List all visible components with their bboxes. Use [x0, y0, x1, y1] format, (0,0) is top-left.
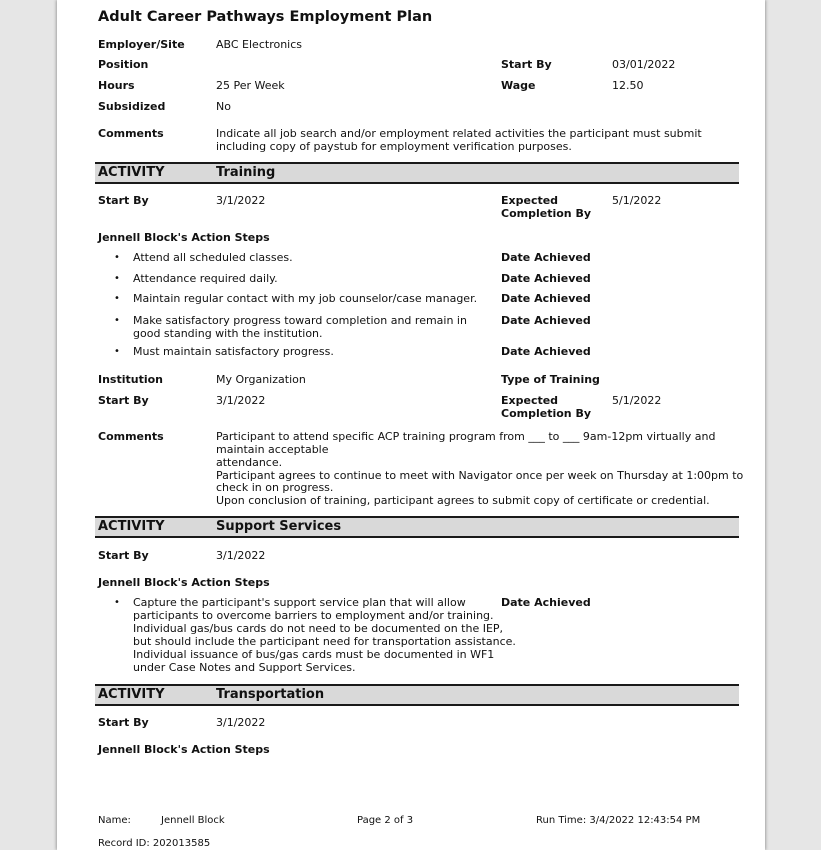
date-achieved-label: Date Achieved: [501, 292, 591, 305]
subsidized-value: No: [216, 100, 231, 113]
step-line: participants to overcome barriers to employment and/or training.: [133, 609, 494, 622]
step-line: Capture the participant's support service plan that will allow: [133, 596, 466, 609]
date-achieved-label: Date Achieved: [501, 345, 591, 358]
wage-value: 12.50: [612, 79, 644, 92]
step-text: Must maintain satisfactory progress.: [133, 345, 334, 358]
institution-value: My Organization: [216, 373, 306, 386]
step-text: Make satisfactory progress toward completion and remain in good standing with the institution.: [133, 314, 467, 340]
employer-label: Employer/Site: [98, 38, 185, 51]
footer-name-value: Jennell Block: [161, 815, 225, 826]
comment-line: attendance.: [216, 456, 283, 469]
start-by-label: Start By: [98, 716, 149, 729]
employer-value: ABC Electronics: [216, 38, 303, 51]
expected-value: 5/1/2022: [612, 194, 662, 207]
activity-bar-support-services: [95, 516, 739, 538]
activity-name: Support Services: [216, 519, 342, 534]
run-time: Run Time: 3/4/2022 12:43:54 PM: [536, 815, 701, 826]
start-by-label: Start By: [98, 394, 149, 407]
start-by-value: 3/1/2022: [216, 194, 266, 207]
hours-value: 25 Per Week: [216, 79, 285, 92]
comment-line: check in on progress.: [216, 481, 334, 494]
comments-label: Comments: [98, 127, 164, 140]
activity-name: Training: [216, 165, 276, 180]
activity-name: Transportation: [216, 687, 325, 702]
completion-by-label: Completion By: [501, 207, 591, 220]
start-by-value: 3/1/2022: [216, 394, 266, 407]
type-of-training-label: Type of Training: [501, 373, 600, 386]
expected-label: Expected: [501, 394, 559, 407]
bullet: •: [114, 293, 120, 304]
page-title: Adult Career Pathways Employment Plan: [98, 9, 433, 25]
step-text: Attendance required daily.: [133, 272, 278, 285]
institution-label: Institution: [98, 373, 164, 386]
document-page: [57, 0, 765, 850]
step-line: under Case Notes and Support Services.: [133, 661, 356, 674]
subsidized-label: Subsidized: [98, 100, 166, 113]
start-by-label: Start By: [501, 58, 552, 71]
record-id: Record ID: 202013585: [98, 838, 211, 849]
date-achieved-label: Date Achieved: [501, 314, 591, 327]
action-steps-heading: Jennell Block's Action Steps: [98, 231, 270, 244]
step-text: Attend all scheduled classes.: [133, 251, 293, 264]
date-achieved-label: Date Achieved: [501, 272, 591, 285]
bullet: •: [114, 315, 120, 326]
step-line: but should include the participant need for transportation assistance.: [133, 635, 516, 648]
hours-label: Hours: [98, 79, 135, 92]
activity-bar-transportation: [95, 684, 739, 706]
start-by-value: 3/1/2022: [216, 549, 266, 562]
date-achieved-label: Date Achieved: [501, 596, 591, 609]
comment-line: maintain acceptable: [216, 443, 329, 456]
completion-by-label: Completion By: [501, 407, 591, 420]
bullet: •: [114, 273, 120, 284]
position-label: Position: [98, 58, 149, 71]
activity-heading: ACTIVITY: [98, 165, 165, 180]
step-line: Individual issuance of bus/gas cards must be documented in WF1: [133, 648, 495, 661]
start-by-value: 03/01/2022: [612, 58, 676, 71]
comment-line: Upon conclusion of training, participant agrees to submit copy of certificate or credential.: [216, 494, 710, 507]
start-by-label: Start By: [98, 549, 149, 562]
comment-line: Participant agrees to continue to meet with Navigator once per week on Thursday at 1:00pm to: [216, 469, 744, 482]
activity-bar-training: [95, 162, 739, 184]
comments-label: Comments: [98, 430, 164, 443]
step-line: Individual gas/bus cards do not need to be documented on the IEP,: [133, 622, 504, 635]
activity-heading: ACTIVITY: [98, 687, 165, 702]
expected-label: Expected: [501, 194, 559, 207]
bullet: •: [114, 346, 120, 357]
page-number: Page 2 of 3: [357, 815, 414, 826]
wage-label: Wage: [501, 79, 536, 92]
start-by-value: 3/1/2022: [216, 716, 266, 729]
start-by-label: Start By: [98, 194, 149, 207]
date-achieved-label: Date Achieved: [501, 251, 591, 264]
step-text: Maintain regular contact with my job counselor/case manager.: [133, 292, 478, 305]
bullet: •: [114, 597, 120, 608]
footer-name-label: Name:: [98, 815, 131, 826]
action-steps-heading: Jennell Block's Action Steps: [98, 743, 270, 756]
comment-line: Participant to attend specific ACP training program from ___ to ___ 9am-12pm virtually and: [216, 430, 716, 443]
expected-value: 5/1/2022: [612, 394, 662, 407]
comments-value: Indicate all job search and/or employment related activities the participant must submit including copy of paystub for employment verification purposes.: [216, 127, 702, 153]
action-steps-heading: Jennell Block's Action Steps: [98, 576, 270, 589]
activity-heading: ACTIVITY: [98, 519, 165, 534]
bullet: •: [114, 252, 120, 263]
